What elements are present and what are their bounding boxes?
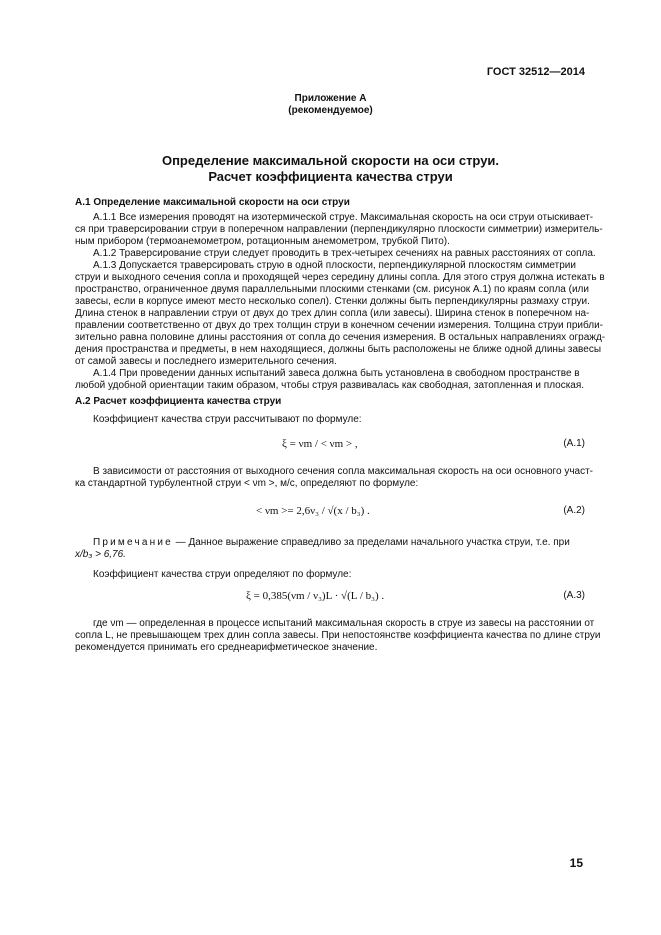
note-line1 <box>93 537 570 548</box>
a2-para-line2: ка стандартной турбулентной струи < νm >, м/с, определяют по формуле: <box>75 478 419 489</box>
a13-line7: зительно равна половине длины расстояния от сопла до сечения измерения. В остальных направлениях огражд- <box>75 332 606 343</box>
a13-line8: дения пространства и предметы, в нем находящиеся, должны быть расположены не ближе одной длины завесы <box>75 344 602 355</box>
a13-line9: от самой завесы и последнего измерительного сечения. <box>75 356 337 367</box>
equation-a1-number: (А.1) <box>563 438 585 449</box>
annex-title: Приложение А <box>294 93 367 104</box>
where-line3: рекомендуется принимать его среднеарифметическое значение. <box>75 642 378 653</box>
page-title <box>0 153 661 185</box>
a13-line1: А.1.3 Допускается траверсировать струю в одной плоскости, перпендикулярной плоскостям симметрии <box>93 260 576 271</box>
a13-line5: Длина стенок в направлении струи от двух до трех длин сопла (или завесы). Ширина стенок в поперечном на- <box>75 308 590 319</box>
a14-line2: любой удобной ориентации таким образом, чтобы струя развивалась как свободная, затопленная и плоская. <box>75 380 585 391</box>
formula-intro-1: Коэффициент качества струи рассчитывают по формуле: <box>93 414 362 425</box>
a2-para-line1: В зависимости от расстояния от выходного сечения сопла максимальная скорость на оси основного участ- <box>93 466 593 477</box>
a11-line2: ся при траверсировании струи в поперечном направлении (перпендикулярно плоскости симметрии) измеритель- <box>75 224 603 235</box>
a11-line1: А.1.1 Все измерения проводят на изотермической струе. Максимальная скорость на оси струи отыскивает- <box>93 212 594 223</box>
equation-a1: ξ = νm / < νm > , <box>282 438 358 450</box>
page-number: 15 <box>569 856 583 870</box>
a12-line1: А.1.2 Траверсирование струи следует проводить в трех-четырех сечениях на равных расстояниях от сопла. <box>93 248 596 259</box>
formula-intro-2: Коэффициент качества струи определяют по формуле: <box>93 569 352 580</box>
equation-a3: ξ = 0,385(νm / ν₃)L · √(L / b₃) . <box>246 590 385 602</box>
equation-a3-number: (А.3) <box>563 590 585 601</box>
equation-a2: < νm >= 2,6ν₃ / √(x / b₃) . <box>256 505 370 517</box>
note-label: Примечание <box>93 537 173 548</box>
a11-line3: ным прибором (термоанемометром, ротационным анемометром, трубкой Пито). <box>75 236 450 247</box>
standard-number: ГОСТ 32512—2014 <box>486 66 585 78</box>
a13-line2: струи и выходного сечения сопла и проходящей через середину длины сопла. Для этого струя должна истекать в <box>75 272 605 283</box>
section-a1-heading: А.1 Определение максимальной скорости на оси струи <box>75 197 350 208</box>
section-a2-heading: А.2 Расчет коэффициента качества струи <box>75 396 282 407</box>
a13-line4: завесы, если в корпусе имеют место несколько сопел). Стенки должны быть перпендикулярны размаху струи. <box>75 296 590 307</box>
note-text: — Данное выражение справедливо за пределами начального участка струи, т.е. при <box>172 537 570 548</box>
a13-line3: пространство, ограниченное двумя параллельными плоскими стенками (см. рисунок А.1) по краям сопла (или <box>75 284 589 295</box>
a13-line6: правлении соответственно от двух до трех толщин струи в конечном сечении измерения. Толщина струи прибли- <box>75 320 603 331</box>
title-line-1: Определение максимальной скорости на оси струи. <box>161 153 500 168</box>
note-line2: x/b₃ > 6,76. <box>75 549 126 560</box>
where-line2: сопла L, не превышающем трех длин сопла завесы. При непостоянстве коэффициента качества по длине струи <box>75 630 601 641</box>
title-line-2: Расчет коэффициента качества струи <box>208 169 453 184</box>
annex-status: (рекомендуемое) <box>288 105 373 116</box>
annex-caption <box>0 93 661 117</box>
equation-a2-number: (А.2) <box>563 505 585 516</box>
a14-line1: А.1.4 При проведении данных испытаний завеса должна быть установлена в свободном пространстве в <box>93 368 580 379</box>
where-line1: где νm — определенная в процессе испытаний максимальная скорость в струе из завесы на расстоянии от <box>93 618 595 629</box>
